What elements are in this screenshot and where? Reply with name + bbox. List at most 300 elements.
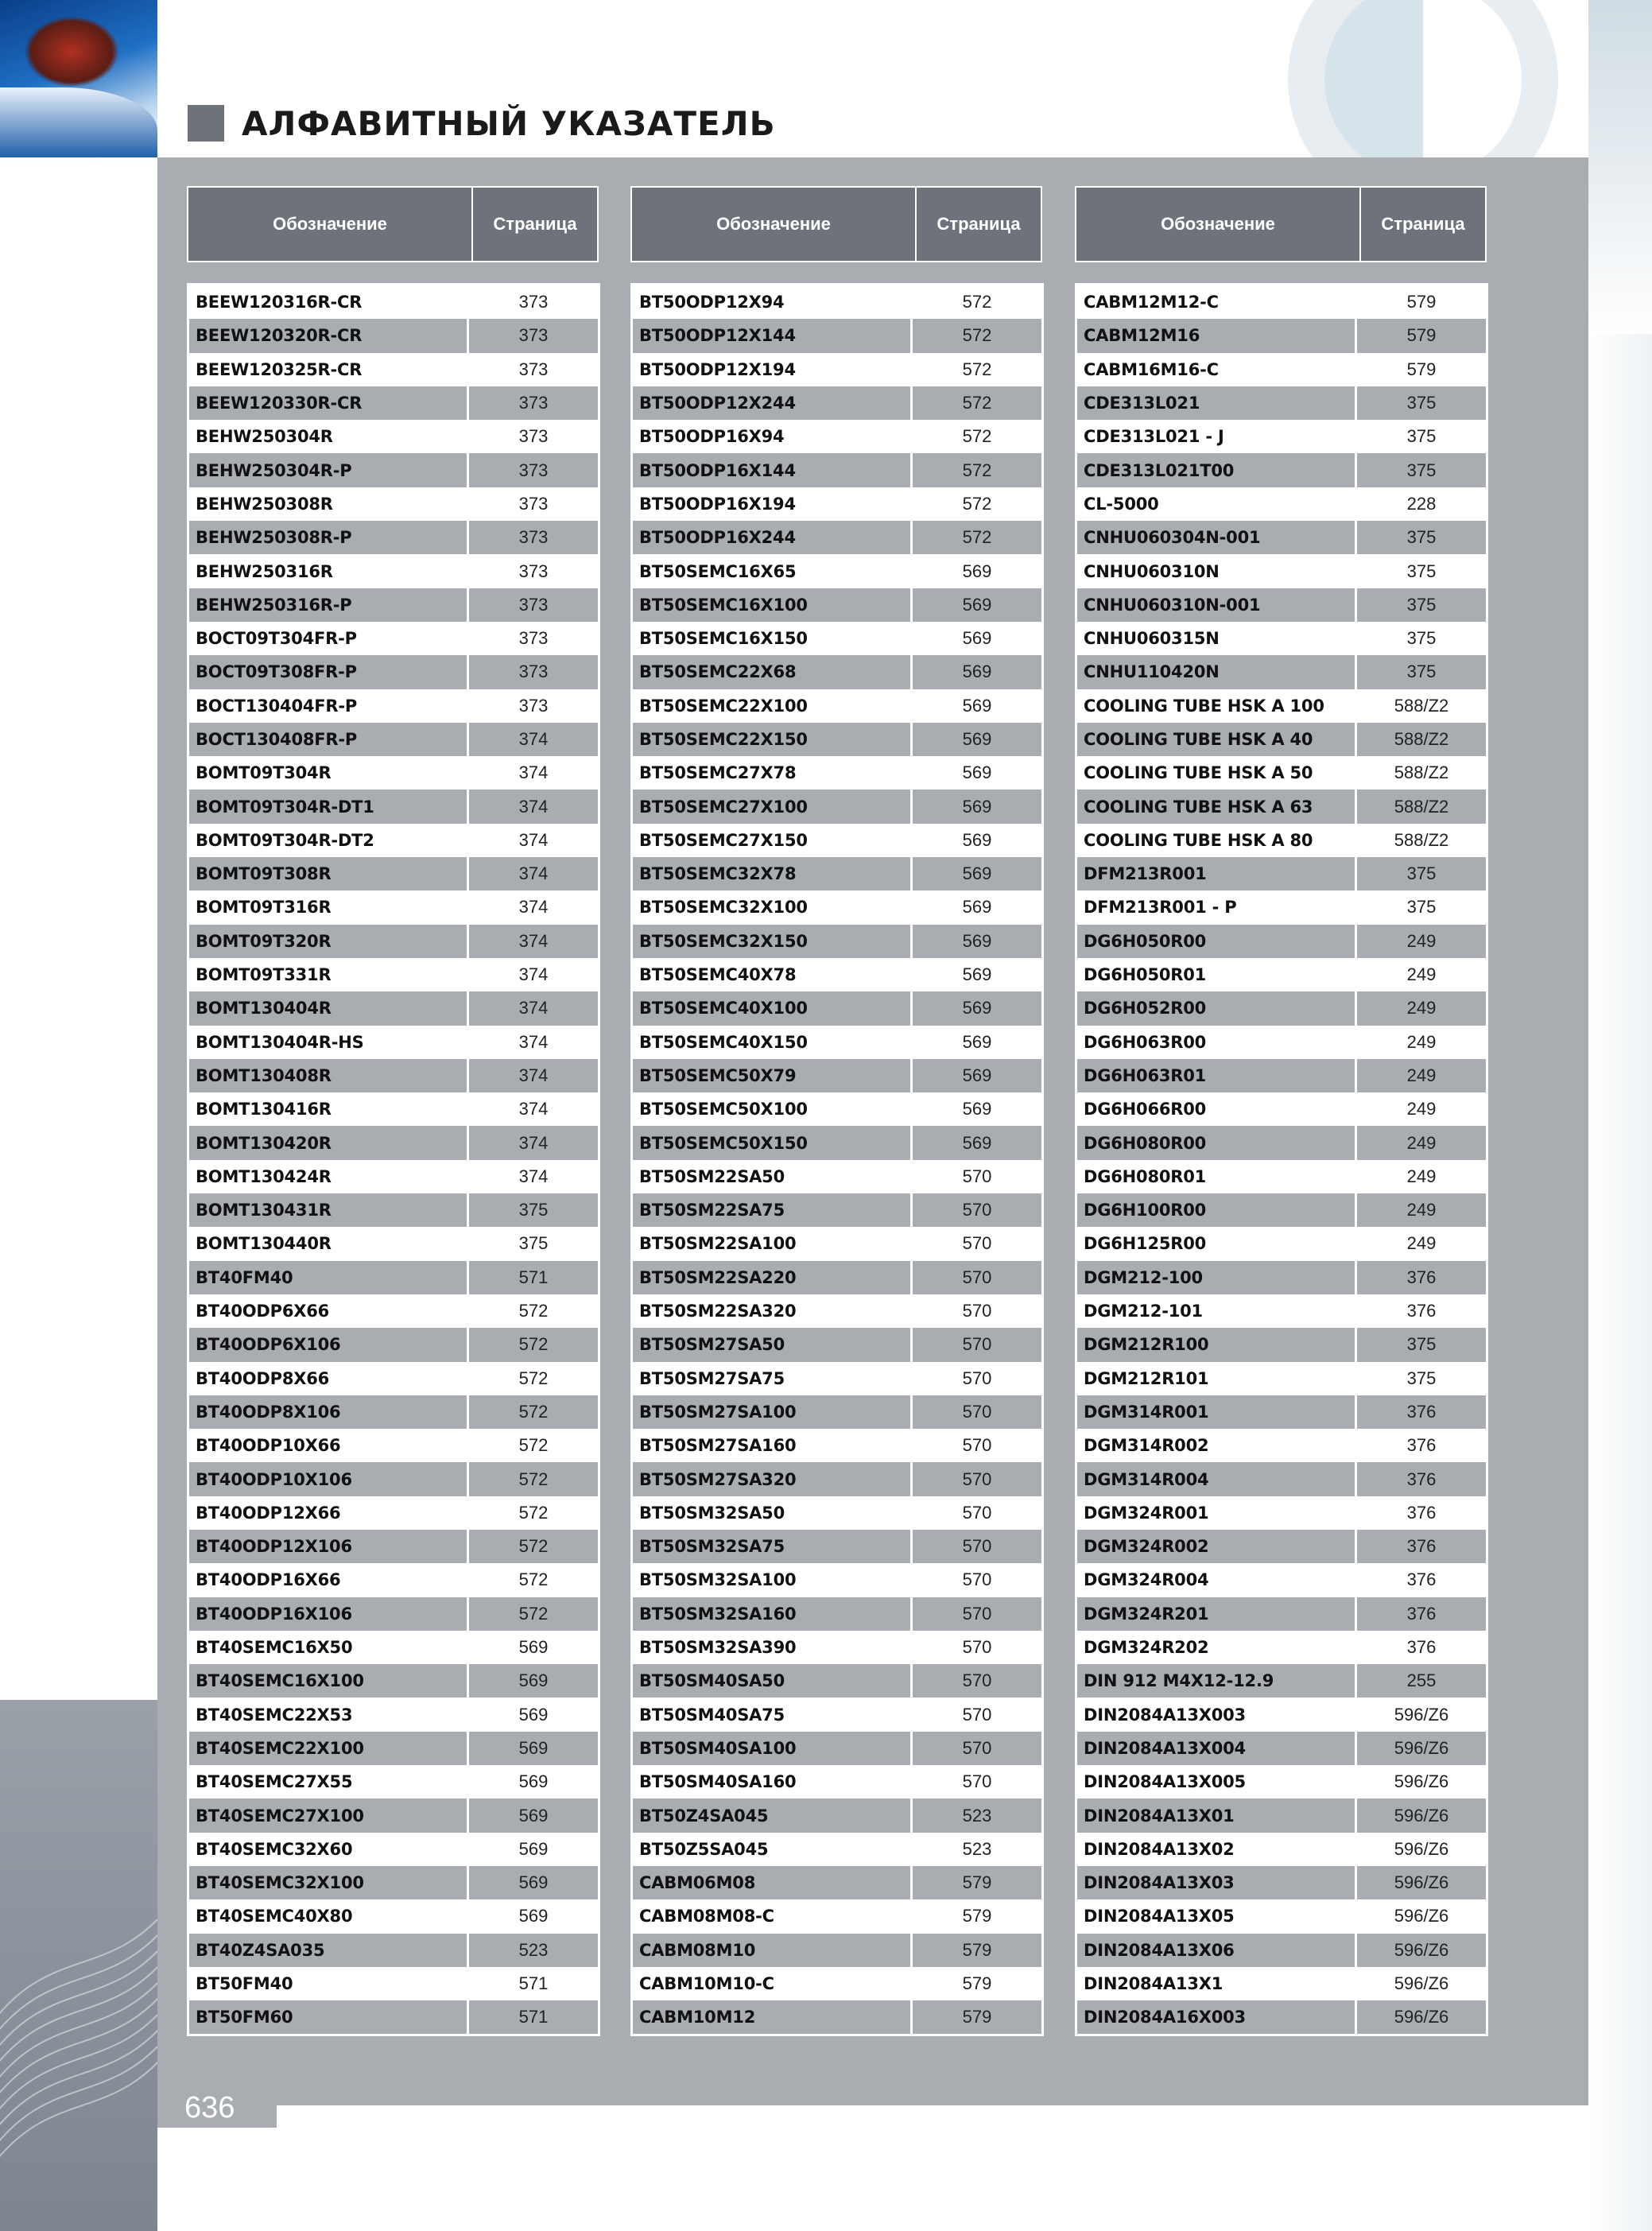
index-row — [1077, 1126, 1486, 1159]
index-page: 572 — [962, 292, 992, 312]
index-row — [189, 2000, 598, 2034]
index-page: 373 — [518, 359, 549, 379]
index-page: 569 — [518, 1872, 549, 1893]
index-page: 569 — [518, 1670, 549, 1691]
index-row — [633, 2000, 1041, 2034]
index-page: 572 — [518, 1603, 549, 1624]
index-row — [189, 1698, 598, 1731]
index-code: BOMT130416R — [189, 1092, 469, 1126]
index-row — [1077, 890, 1486, 924]
index-code: DGM324R001 — [1077, 1496, 1357, 1530]
index-page: 374 — [518, 863, 549, 884]
index-page: 572 — [518, 1435, 549, 1456]
index-page: 569 — [962, 594, 992, 615]
index-row — [189, 1092, 598, 1126]
index-page: 572 — [518, 1469, 549, 1489]
index-code: BT40SEMC40X80 — [189, 1899, 469, 1933]
index-row — [189, 1664, 598, 1698]
index-row — [1077, 1833, 1486, 1866]
index-page: 569 — [518, 1771, 549, 1792]
index-row — [633, 1429, 1041, 1462]
index-row — [633, 1866, 1041, 1899]
index-row — [1077, 319, 1486, 352]
index-page: 373 — [518, 662, 549, 682]
index-row — [189, 1732, 598, 1765]
index-code: DGM314R001 — [1077, 1395, 1357, 1429]
index-code: BT50ODP12X194 — [633, 353, 913, 386]
index-page: 579 — [962, 1939, 992, 1960]
index-page: 374 — [518, 796, 549, 817]
index-code: DG6H063R01 — [1077, 1059, 1357, 1092]
index-page: 579 — [1406, 359, 1437, 379]
index-code: BOMT09T316R — [189, 890, 469, 924]
index-row — [189, 420, 598, 453]
index-row — [633, 958, 1041, 991]
index-row — [1077, 420, 1486, 453]
index-row — [633, 1899, 1041, 1933]
index-row — [189, 1597, 598, 1631]
index-code: BT50SM40SA100 — [633, 1732, 913, 1765]
index-row — [633, 1563, 1041, 1597]
index-row — [633, 1732, 1041, 1765]
index-page: 569 — [962, 628, 992, 649]
wave-lines — [0, 1700, 157, 2231]
index-code: CDE313L021 - J — [1077, 420, 1357, 453]
index-code: BT40ODP16X66 — [189, 1563, 469, 1597]
index-code: BEHW250316R-P — [189, 588, 469, 622]
index-row — [189, 1934, 598, 1967]
index-row — [189, 1798, 598, 1832]
index-row — [189, 991, 598, 1025]
index-page: 569 — [962, 897, 992, 918]
index-page: 588/Z2 — [1394, 796, 1449, 817]
index-code: BOMT09T331R — [189, 958, 469, 991]
index-code: BT50SEMC32X150 — [633, 925, 913, 958]
index-page: 374 — [518, 1099, 549, 1119]
index-page: 376 — [1406, 1569, 1437, 1590]
index-page: 572 — [518, 1334, 549, 1355]
index-page: 588/Z2 — [1394, 762, 1449, 783]
index-page: 572 — [962, 527, 992, 548]
index-page: 571 — [518, 2007, 549, 2027]
index-row — [1077, 1664, 1486, 1698]
index-row — [189, 958, 598, 991]
index-code: BT50ODP16X244 — [633, 521, 913, 554]
index-page: 375 — [1406, 561, 1437, 581]
index-page: 570 — [962, 1368, 992, 1388]
index-page: 375 — [1406, 594, 1437, 615]
index-page: 374 — [518, 1065, 549, 1085]
index-code: DIN2084A13X05 — [1077, 1899, 1357, 1933]
index-row — [633, 319, 1041, 352]
index-page: 249 — [1406, 1200, 1437, 1220]
right-decor-strip — [1588, 0, 1652, 2231]
index-page: 596/Z6 — [1394, 1973, 1449, 1993]
index-row — [1077, 554, 1486, 588]
index-code: CABM12M12-C — [1077, 285, 1357, 319]
index-code: DGM324R004 — [1077, 1563, 1357, 1597]
index-page: 569 — [518, 1838, 549, 1859]
index-code: BEHW250316R — [189, 554, 469, 588]
index-page: 375 — [518, 1200, 549, 1220]
index-row — [633, 1698, 1041, 1731]
index-code: CDE313L021 — [1077, 386, 1357, 420]
index-code: BT50Z5SA045 — [633, 1833, 913, 1866]
index-page: 376 — [1406, 1536, 1437, 1557]
index-row — [189, 1866, 598, 1899]
index-page: 596/Z6 — [1394, 1906, 1449, 1926]
index-code: DGM314R004 — [1077, 1462, 1357, 1496]
index-row — [1077, 487, 1486, 521]
index-row — [633, 1597, 1041, 1631]
index-page: 376 — [1406, 1401, 1437, 1422]
index-row — [189, 521, 598, 554]
index-row — [1077, 453, 1486, 487]
index-page: 375 — [1406, 863, 1437, 884]
index-code: BEEW120316R-CR — [189, 285, 469, 319]
index-page: 570 — [962, 1536, 992, 1557]
index-code: CNHU060310N-001 — [1077, 588, 1357, 622]
index-row — [1077, 655, 1486, 689]
index-row — [189, 790, 598, 823]
index-code: BT50SEMC16X65 — [633, 554, 913, 588]
index-page: 249 — [1406, 1099, 1437, 1119]
index-code: CL-5000 — [1077, 487, 1357, 521]
index-page: 373 — [518, 594, 549, 615]
index-code: BT40SEMC16X50 — [189, 1631, 469, 1664]
index-code: BT40ODP8X66 — [189, 1362, 469, 1395]
index-code: DGM212R100 — [1077, 1328, 1357, 1361]
index-page: 572 — [518, 1301, 549, 1321]
index-code: DG6H050R01 — [1077, 958, 1357, 991]
index-code: CABM08M10 — [633, 1934, 913, 1967]
index-page: 579 — [962, 1973, 992, 1993]
index-page: 523 — [962, 1805, 992, 1826]
index-page: 373 — [518, 527, 549, 548]
index-page: 569 — [518, 1805, 549, 1826]
index-row — [189, 1227, 598, 1260]
index-code: DIN2084A13X004 — [1077, 1732, 1357, 1765]
index-page: 596/Z6 — [1394, 1771, 1449, 1792]
index-code: BT50SM27SA100 — [633, 1395, 913, 1429]
index-row — [1077, 1899, 1486, 1933]
index-code: BT40Z4SA035 — [189, 1934, 469, 1967]
index-code: BEHW250304R — [189, 420, 469, 453]
left-decor-strip — [0, 157, 157, 2231]
index-row — [1077, 723, 1486, 756]
index-code: CNHU060315N — [1077, 622, 1357, 655]
index-code: BT50FM60 — [189, 2000, 469, 2034]
index-row — [633, 1765, 1041, 1798]
index-page: 569 — [962, 1031, 992, 1052]
header-page: Страница — [493, 214, 577, 234]
index-row — [1077, 1294, 1486, 1328]
index-page: 374 — [518, 930, 549, 951]
index-row — [189, 1429, 598, 1462]
index-page: 569 — [962, 998, 992, 1018]
index-row — [633, 386, 1041, 420]
index-code: CNHU060310N — [1077, 554, 1357, 588]
index-code: BT50SEMC22X68 — [633, 655, 913, 689]
index-code: BEEW120320R-CR — [189, 319, 469, 352]
index-page: 523 — [518, 1939, 549, 1960]
index-code: COOLING TUBE HSK A 80 — [1077, 824, 1357, 857]
index-code: BT50SM32SA50 — [633, 1496, 913, 1530]
index-row — [1077, 521, 1486, 554]
index-code: BT40SEMC22X53 — [189, 1698, 469, 1731]
index-code: BT40ODP6X106 — [189, 1328, 469, 1361]
index-code: BT50SM40SA160 — [633, 1765, 913, 1798]
header-code: Обозначение — [632, 188, 917, 261]
index-row — [189, 1563, 598, 1597]
index-code: CABM06M08 — [633, 1866, 913, 1899]
index-code: BOMT130420R — [189, 1126, 469, 1159]
index-code: DG6H066R00 — [1077, 1092, 1357, 1126]
index-code: CNHU110420N — [1077, 655, 1357, 689]
index-code: CABM10M12 — [633, 2000, 913, 2034]
index-page: 596/Z6 — [1394, 2007, 1449, 2027]
index-code: DGM324R202 — [1077, 1631, 1357, 1664]
index-row — [633, 890, 1041, 924]
index-code: BT50SM22SA220 — [633, 1261, 913, 1294]
index-page: 569 — [962, 930, 992, 951]
index-code: BT50SM27SA75 — [633, 1362, 913, 1395]
index-page: 374 — [518, 762, 549, 783]
index-code: DIN 912 M4X12-12.9 — [1077, 1664, 1357, 1698]
index-page: 374 — [518, 998, 549, 1018]
index-page: 374 — [518, 1166, 549, 1186]
index-code: BT40ODP10X66 — [189, 1429, 469, 1462]
index-page: 571 — [518, 1267, 549, 1287]
index-row — [189, 1193, 598, 1227]
index-page: 376 — [1406, 1267, 1437, 1287]
index-code: BT50SM32SA75 — [633, 1530, 913, 1563]
index-page: 569 — [962, 762, 992, 783]
index-page: 579 — [1406, 292, 1437, 312]
index-row — [1077, 1597, 1486, 1631]
index-code: DGM324R201 — [1077, 1597, 1357, 1631]
index-code: DIN2084A13X1 — [1077, 1967, 1357, 2000]
index-row — [1077, 1866, 1486, 1899]
index-page: 249 — [1406, 1166, 1437, 1186]
index-page: 570 — [962, 1435, 992, 1456]
index-row — [633, 1934, 1041, 1967]
index-code: BOMT130404R-HS — [189, 1026, 469, 1059]
index-row — [1077, 1092, 1486, 1126]
index-page: 375 — [1406, 426, 1437, 447]
index-page: 249 — [1406, 998, 1437, 1018]
index-code: BT50SM27SA50 — [633, 1328, 913, 1361]
index-row — [633, 1261, 1041, 1294]
index-row — [189, 1126, 598, 1159]
index-row — [189, 824, 598, 857]
index-code: BT50FM40 — [189, 1967, 469, 2000]
index-row — [1077, 1631, 1486, 1664]
index-page: 572 — [962, 460, 992, 480]
corner-photo — [0, 0, 157, 157]
index-code: BOMT130431R — [189, 1193, 469, 1227]
index-row — [189, 1395, 598, 1429]
index-row — [189, 554, 598, 588]
index-code: BT50SM32SA390 — [633, 1631, 913, 1664]
index-row — [189, 1899, 598, 1933]
index-code: CABM08M08-C — [633, 1899, 913, 1933]
index-page: 375 — [518, 1233, 549, 1254]
index-page: 572 — [962, 325, 992, 346]
index-code: DG6H063R00 — [1077, 1026, 1357, 1059]
index-code: DIN2084A13X01 — [1077, 1798, 1357, 1832]
index-page: 376 — [1406, 1637, 1437, 1658]
index-code: BOMT130408R — [189, 1059, 469, 1092]
index-page: 569 — [962, 695, 992, 716]
index-code: BT40ODP12X106 — [189, 1530, 469, 1563]
index-row — [1077, 588, 1486, 622]
index-page: 374 — [518, 1132, 549, 1153]
index-code: BT50SEMC27X150 — [633, 824, 913, 857]
index-row — [1077, 1429, 1486, 1462]
title-square-icon — [188, 105, 224, 142]
index-page: 375 — [1406, 1334, 1437, 1355]
index-row — [1077, 1934, 1486, 1967]
index-code: CDE313L021T00 — [1077, 453, 1357, 487]
index-row — [189, 1026, 598, 1059]
index-code: BT50SM22SA75 — [633, 1193, 913, 1227]
index-code: BT50SEMC16X150 — [633, 622, 913, 655]
index-row — [633, 857, 1041, 890]
index-code: COOLING TUBE HSK A 40 — [1077, 723, 1357, 756]
index-row — [1077, 857, 1486, 890]
index-page: 373 — [518, 426, 549, 447]
index-row — [1077, 285, 1486, 319]
header-page: Страница — [937, 214, 1021, 234]
index-code: BOCT09T308FR-P — [189, 655, 469, 689]
index-row — [633, 756, 1041, 790]
index-page: 570 — [962, 1233, 992, 1254]
index-page: 570 — [962, 1267, 992, 1287]
index-page: 569 — [962, 796, 992, 817]
index-row — [633, 991, 1041, 1025]
index-code: DFM213R001 - P — [1077, 890, 1357, 924]
index-page: 569 — [962, 1132, 992, 1153]
index-row — [633, 1395, 1041, 1429]
index-page: 596/Z6 — [1394, 1737, 1449, 1758]
index-code: BT40ODP6X66 — [189, 1294, 469, 1328]
index-row — [1077, 1765, 1486, 1798]
index-code: COOLING TUBE HSK A 63 — [1077, 790, 1357, 823]
index-page: 569 — [962, 1065, 992, 1085]
index-row — [1077, 1328, 1486, 1361]
index-code: COOLING TUBE HSK A 50 — [1077, 756, 1357, 790]
index-row — [1077, 824, 1486, 857]
index-code: BOMT09T304R-DT1 — [189, 790, 469, 823]
index-row — [189, 1462, 598, 1496]
index-code: DIN2084A13X003 — [1077, 1698, 1357, 1731]
index-code: BT50SEMC22X150 — [633, 723, 913, 756]
index-code: BT50ODP12X244 — [633, 386, 913, 420]
index-row — [633, 1092, 1041, 1126]
index-code: BT50ODP12X144 — [633, 319, 913, 352]
index-code: CNHU060304N-001 — [1077, 521, 1357, 554]
index-row — [633, 1631, 1041, 1664]
index-page: 373 — [518, 493, 549, 514]
index-code: BOCT09T304FR-P — [189, 622, 469, 655]
index-row — [1077, 991, 1486, 1025]
index-page: 572 — [962, 493, 992, 514]
index-row — [633, 622, 1041, 655]
index-row — [1077, 1798, 1486, 1832]
index-page: 588/Z2 — [1394, 695, 1449, 716]
index-code: BOMT09T304R — [189, 756, 469, 790]
index-page: 570 — [962, 1401, 992, 1422]
index-code: BT50SM22SA320 — [633, 1294, 913, 1328]
index-page: 588/Z2 — [1394, 829, 1449, 850]
index-row — [633, 1227, 1041, 1260]
index-row — [189, 1631, 598, 1664]
index-code: BT50SM32SA100 — [633, 1563, 913, 1597]
index-page: 569 — [962, 863, 992, 884]
index-row — [633, 655, 1041, 689]
index-page: 572 — [962, 359, 992, 379]
index-row — [1077, 1732, 1486, 1765]
index-row — [189, 353, 598, 386]
index-row — [633, 1967, 1041, 2000]
index-row — [189, 1833, 598, 1866]
index-row — [189, 890, 598, 924]
index-row — [633, 1798, 1041, 1832]
index-row — [633, 554, 1041, 588]
index-page: 375 — [1406, 628, 1437, 649]
index-code: DG6H050R00 — [1077, 925, 1357, 958]
index-row — [1077, 386, 1486, 420]
index-code: BT50SEMC40X100 — [633, 991, 913, 1025]
index-row — [633, 824, 1041, 857]
index-page: 569 — [962, 1099, 992, 1119]
index-page: 579 — [962, 1872, 992, 1893]
index-row — [633, 1462, 1041, 1496]
index-row — [1077, 1462, 1486, 1496]
index-row — [189, 1261, 598, 1294]
index-row — [189, 285, 598, 319]
index-page: 572 — [518, 1536, 549, 1557]
index-page: 373 — [518, 292, 549, 312]
index-page: 596/Z6 — [1394, 1704, 1449, 1725]
index-row — [1077, 1698, 1486, 1731]
index-page: 255 — [1406, 1670, 1437, 1691]
index-page: 572 — [518, 1368, 549, 1388]
index-row — [633, 1328, 1041, 1361]
index-row — [1077, 1967, 1486, 2000]
index-code: BT50SEMC40X78 — [633, 958, 913, 991]
index-page: 569 — [962, 964, 992, 985]
index-page: 249 — [1406, 1031, 1437, 1052]
index-page: 579 — [962, 1906, 992, 1926]
index-row — [1077, 622, 1486, 655]
index-code: BEHW250308R-P — [189, 521, 469, 554]
index-row — [633, 723, 1041, 756]
index-page: 375 — [1406, 662, 1437, 682]
index-code: BOMT09T304R-DT2 — [189, 824, 469, 857]
index-page: 373 — [518, 325, 549, 346]
index-row — [1077, 958, 1486, 991]
index-code: BT50SEMC22X100 — [633, 689, 913, 723]
index-page: 374 — [518, 829, 549, 850]
index-page: 569 — [518, 1906, 549, 1926]
index-page: 249 — [1406, 964, 1437, 985]
index-row — [1077, 1227, 1486, 1260]
index-code: BT40SEMC22X100 — [189, 1732, 469, 1765]
index-code: BT40FM40 — [189, 1261, 469, 1294]
index-page: 373 — [518, 628, 549, 649]
